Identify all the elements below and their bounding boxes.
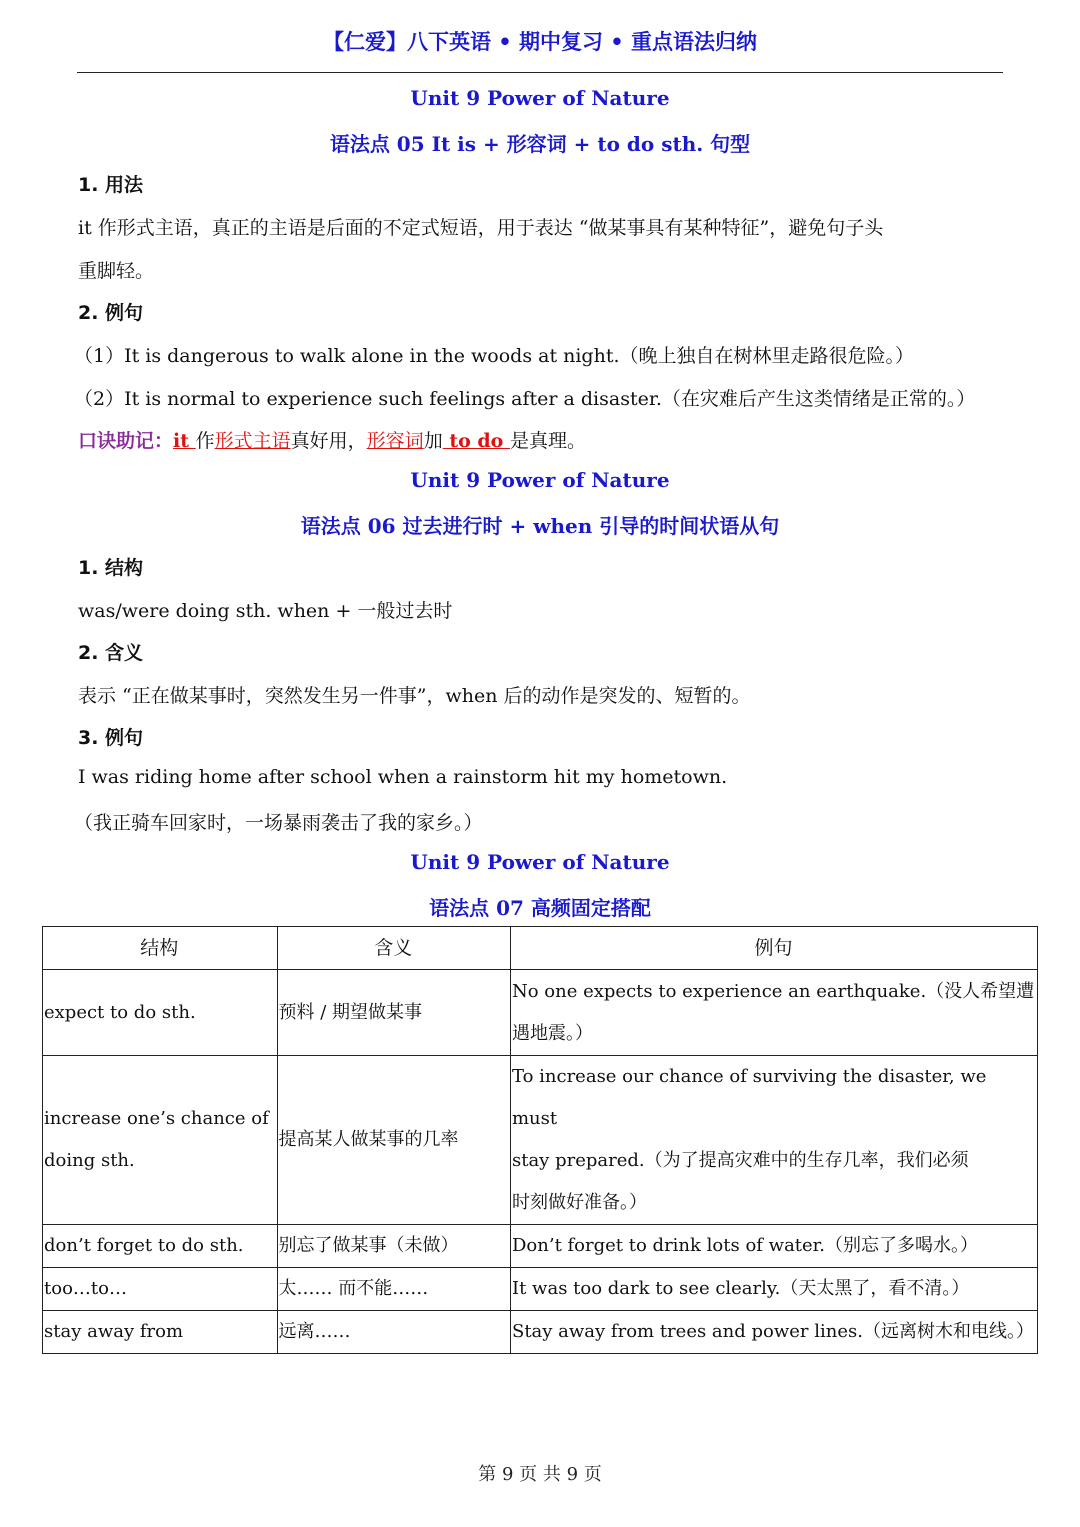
cell-meaning: 远离…… bbox=[277, 1311, 510, 1354]
table-row bbox=[43, 1311, 1038, 1354]
mnemonic-formal-subject: 形式主语 bbox=[214, 430, 291, 452]
table-row bbox=[43, 1225, 1038, 1268]
grammar-point-06-title: 语法点 06 过去进行时 + when 引导的时间状语从句 bbox=[300, 514, 780, 538]
table-row bbox=[43, 1056, 1038, 1225]
header-meaning: 含义 bbox=[277, 927, 510, 970]
cell-example: To increase our chance of surviving the disaster, we must stay prepared.（为了提高灾难中的生存几率，我们必须 时刻做好准备。） bbox=[510, 1056, 1037, 1225]
structure-text: was/were doing sth. when + 一般过去时 bbox=[78, 600, 453, 622]
mnemonic-text-2: 真好用， bbox=[290, 430, 367, 452]
header-structure: 结构 bbox=[43, 927, 278, 970]
mnemonic-text-4: 是真理。 bbox=[509, 430, 586, 452]
cell-structure: expect to do sth. bbox=[43, 970, 278, 1056]
meaning-text: 表示 “正在做某事时，突然发生另一件事”，when 后的动作是突发的、短暂的。 bbox=[78, 685, 751, 707]
mnemonic-to-do: to do bbox=[442, 430, 510, 452]
mnemonic-text-3: 加 bbox=[423, 430, 443, 452]
example-heading-2: 3. 例句 bbox=[78, 727, 144, 749]
mnemonic-line bbox=[78, 426, 586, 453]
header-example: 例句 bbox=[510, 927, 1037, 970]
table-row bbox=[43, 1268, 1038, 1311]
page-footer: 第 9 页 共 9 页 bbox=[478, 1464, 602, 1485]
meaning-heading: 2. 含义 bbox=[78, 642, 144, 664]
cell-meaning: 别忘了做某事（未做） bbox=[277, 1225, 510, 1268]
cell-example: Stay away from trees and power lines.（远离树木和电线。） bbox=[510, 1311, 1037, 1354]
table-header-row bbox=[43, 927, 1038, 970]
mnemonic-it: it bbox=[173, 430, 196, 452]
cell-meaning: 提高某人做某事的几率 bbox=[277, 1056, 510, 1225]
example-heading: 2. 例句 bbox=[78, 302, 144, 324]
example-sentence-3-translation: （我正骑车回家时，一场暴雨袭击了我的家乡。） bbox=[74, 812, 483, 834]
grammar-point-05-title: 语法点 05 It is + 形容词 + to do sth. 句型 bbox=[329, 132, 751, 156]
cell-meaning: 太…… 而不能…… bbox=[277, 1268, 510, 1311]
cell-example: No one expects to experience an earthquake.（没人希望遭 遇地震。） bbox=[510, 970, 1037, 1056]
mnemonic-adjective: 形容词 bbox=[366, 430, 424, 452]
cell-example: Don’t forget to drink lots of water.（别忘了多喝水。） bbox=[510, 1225, 1037, 1268]
cell-structure: too…to… bbox=[43, 1268, 278, 1311]
table-row bbox=[43, 970, 1038, 1056]
cell-example: It was too dark to see clearly.（天太黑了，看不清。） bbox=[510, 1268, 1037, 1311]
example-sentence-1: （1）It is dangerous to walk alone in the woods at night.（晚上独自在树林里走路很危险。） bbox=[74, 345, 915, 367]
mnemonic-text-1: 作 bbox=[195, 430, 215, 452]
unit-title-1: Unit 9 Power of Nature bbox=[410, 86, 670, 110]
cell-meaning: 预料 / 期望做某事 bbox=[277, 970, 510, 1056]
example-sentence-2: （2）It is normal to experience such feelings after a disaster.（在灾难后产生这类情绪是正常的。） bbox=[74, 388, 976, 410]
collocation-table bbox=[42, 926, 1038, 1354]
header-divider bbox=[77, 72, 1003, 73]
cell-structure: don’t forget to do sth. bbox=[43, 1225, 278, 1268]
usage-heading: 1. 用法 bbox=[78, 174, 144, 196]
unit-title-2: Unit 9 Power of Nature bbox=[410, 468, 670, 492]
cell-structure: stay away from bbox=[43, 1311, 278, 1354]
example-sentence-3: I was riding home after school when a rainstorm hit my hometown. bbox=[78, 766, 728, 788]
grammar-point-07-title: 语法点 07 高频固定搭配 bbox=[429, 896, 651, 920]
usage-text-line2: 重脚轻。 bbox=[78, 260, 155, 282]
cell-structure: increase one’s chance of doing sth. bbox=[43, 1056, 278, 1225]
document-header-title: 【仁爱】八下英语 • 期中复习 • 重点语法归纳 bbox=[322, 30, 758, 54]
structure-heading: 1. 结构 bbox=[78, 557, 144, 579]
usage-text-line1: it 作形式主语，真正的主语是后面的不定式短语，用于表达 “做某事具有某种特征”，避免句子头 bbox=[78, 217, 884, 239]
unit-title-3: Unit 9 Power of Nature bbox=[410, 850, 670, 874]
mnemonic-label: 口诀助记： bbox=[78, 430, 174, 452]
